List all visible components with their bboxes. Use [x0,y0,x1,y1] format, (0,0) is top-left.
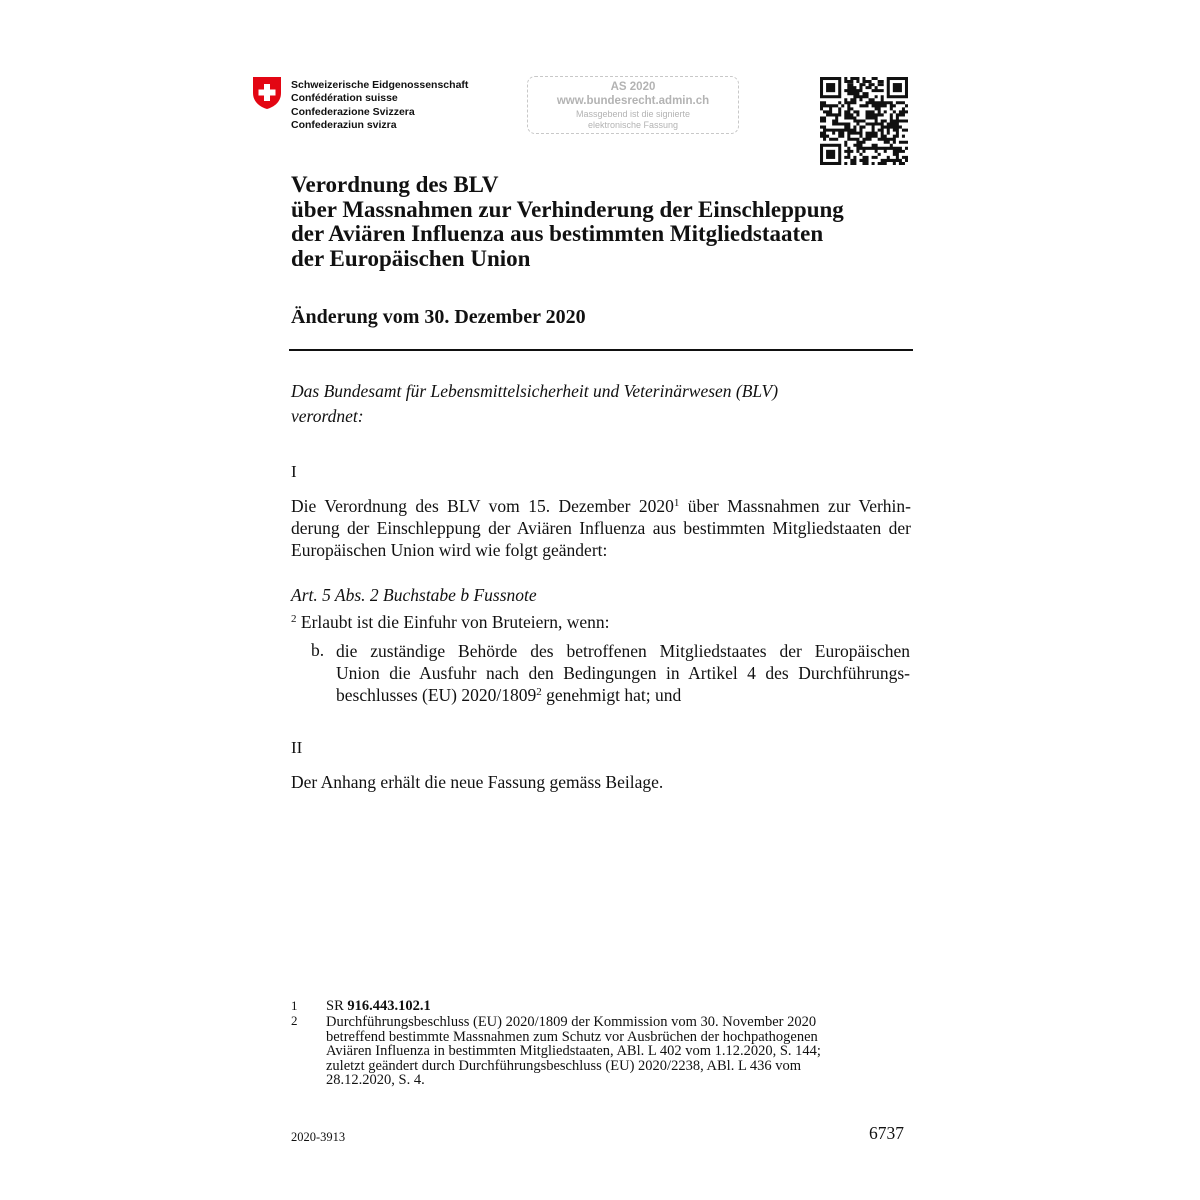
stamp-note-line1: Massgebend ist die signierte [575,109,691,119]
footnote-number-1: 1 [291,998,298,1013]
qr-code-icon [820,77,908,165]
amendment-intro-paragraph [291,495,911,561]
footnote-2-line: Durchführungsbeschluss (EU) 2020/1809 der Kommission vom 30. November 2020 [326,1014,817,1030]
footnote-2-line: 28.12.2020, S. 4. [326,1072,425,1089]
para-line: Europäischen Union wird wie folgt geändert: [291,540,608,560]
footnote-number-2: 2 [291,1013,298,1028]
section-numeral-2: II [291,738,303,757]
agency-line-rm: Confederaziun svizra [291,119,397,132]
title-line-2: über Massnahmen zur Verhinderung der Einschleppung [291,196,844,222]
item-line: Union die Ausfuhr nach den Bedingungen in Artikel 4 des Durchführungs- [336,663,910,683]
document-number: 2020-3913 [291,1130,346,1144]
footnote-2-line: Aviären Influenza in bestimmten Mitgliedstaaten, ABl. L 402 vom 1.12.2020, S. 144; [326,1043,821,1060]
footnote-2 [326,1015,821,1088]
agency-line-de: Schweizerische Eidgenossenschaft [291,79,469,91]
preamble-line-1: Das Bundesamt für Lebensmittelsicherheit und Veterinärwesen (BLV) [291,381,779,401]
document-title [291,173,844,271]
paragraph-2-text: Erlaubt ist die Einfuhr von Bruteiern, wenn: [296,612,610,632]
list-item-b [336,640,910,706]
title-divider [289,349,913,351]
annex-paragraph: Der Anhang erhält die neue Fassung gemäss Beilage. [291,772,664,792]
section-numeral-1: I [291,462,297,481]
footnote-1 [326,998,431,1015]
agency-name-block [291,79,468,133]
list-item-letter: b. [311,640,325,660]
stamp-website: www.bundesrecht.admin.ch [556,95,710,107]
agency-line-it: Confederazione Svizzera [291,105,415,118]
footnote-2-line: betreffend bestimmte Massnahmen zum Schutz vor Ausbrüchen der hochpathogenen [326,1028,818,1045]
amendment-date: Änderung vom 30. Dezember 2020 [291,306,586,328]
footnote-ref-1: 1 [673,497,680,509]
footnote-2-line: zuletzt geändert durch Durchführungsbeschluss (EU) 2020/2238, ABl. L 436 vom [326,1057,802,1074]
para-line [291,495,911,517]
item-line [336,684,910,706]
para-line: derung der Einschleppung der Aviären Influenza aus bestimmten Mitgliedstaaten der [291,518,911,538]
item-text: beschlusses (EU) 2020/1809 [336,685,537,705]
para-text: Die Verordnung des BLV vom 15. Dezember 2020 [291,496,674,516]
article-reference: Art. 5 Abs. 2 Buchstabe b Fussnote [291,585,537,605]
title-line-3: der Aviären Influenza aus bestimmten Mitgliedstaaten [291,221,824,246]
swiss-shield-icon [252,76,282,110]
para-text: über Massnahmen zur Verhin- [679,496,911,516]
paragraph-2 [291,612,609,633]
agency-line-fr: Confédération suisse [291,92,398,105]
title-line-1: Verordnung des BLV [291,172,499,197]
preamble [291,379,778,429]
stamp-as-number: AS 2020 [610,81,656,93]
official-publication-stamp [527,76,739,134]
footnote-1-sr-number: 916.443.102.1 [347,998,431,1014]
footnote-1-prefix: SR [326,998,348,1014]
item-text: genehmigt hat; und [541,685,682,705]
stamp-note-line2: elektronische Fassung [587,120,679,130]
footnote-ref-2: 2 [536,686,542,698]
title-line-4: der Europäischen Union [291,245,531,271]
page-number: 6737 [869,1123,904,1143]
preamble-line-2: verordnet: [291,406,364,426]
item-line: die zuständige Behörde des betroffenen Mitgliedstaates der Europäischen [336,641,910,661]
paragraph-number: 2 [291,613,297,625]
